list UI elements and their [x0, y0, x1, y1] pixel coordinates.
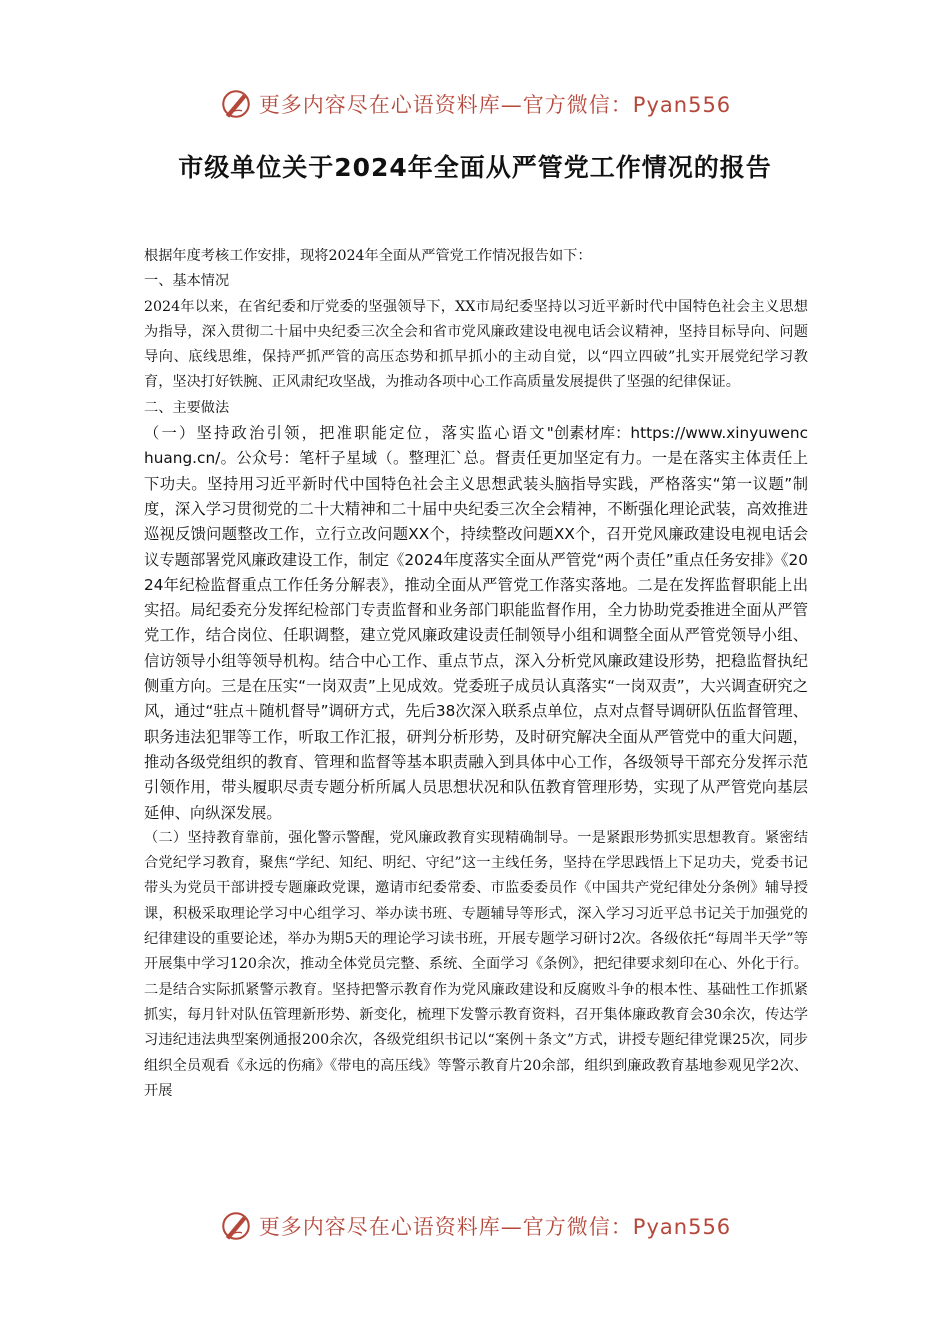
footer-banner [0, 1206, 950, 1246]
section2-heading: 二、主要做法 [144, 399, 230, 416]
pen-logo-icon [219, 87, 253, 121]
document-body [144, 244, 808, 1104]
banner-text: 更多内容尽在心语资料库—官方微信：Pyan556 [258, 93, 732, 117]
banner-text: 更多内容尽在心语资料库—官方微信：Pyan556 [258, 1215, 732, 1239]
item2-paragraph: （二）坚持教育靠前，强化警示警醒，党风廉政教育实现精确制导。一是紧跟形势抓实思想教育。紧密结合党纪学习教育，聚焦“学纪、知纪、明纪、守纪”这一主线任务，坚持在学思践悟上下足功夫，党委书记带头为党员干部讲授专题廉政党课，邀请市纪委常委、市监委委员作《中国共产党纪律处分条例》辅导授课，积极采取理论学习中心组学习、举办读书班、专题辅导等形式，深入学习习近平总书记关于加强党的纪律建设的重要论述，举办为期5天的理论学习读书班，开展专题学习研讨2次。各级依托“每周半天学”等开展集中学习120余次，推动全体党员完整、系统、全面学习《条例》，把纪律要求刻印在心、外化于行。二是结合实际抓紧警示教育。坚持把警示教育作为党风廉政建设和反腐败斗争的根本性、基础性工作抓紧抓实，每月针对队伍管理新形势、新变化，梳理下发警示教育资料，召开集体廉政教育会30余次，传达学习违纪违法典型案例通报200余次，各级党组织书记以“案例＋条文”方式，讲授专题纪律党课25次，同步组织全员观看《永远的伤痛》《带电的高压线》等警示教育片20余部，组织到廉政教育基地参观见学2次、开展 [144, 829, 808, 1099]
pen-logo-icon [219, 1209, 253, 1243]
section1-heading: 一、基本情况 [144, 273, 230, 290]
header-banner [0, 84, 950, 124]
item1-body: "创素材库：https://www.xinyuwenchuang.cn/。公众号：笔杆子星域（。整理汇`总。督责任更加坚定有力。一是在落实主体责任上下功夫。坚持用习近平新时代中国特色社会主义思想武装头脑指导实践，严格落实“第一议题”制度，深入学习贯彻党的二十大精神和二十届中央纪委三次全会精神，不断强化理论武装，高效推进巡视反馈问题整改工作，立行立改问题XX个，持续整改问题XX个，召开党风廉政建设电视电话会议专题部署党风廉政建设工作，制定《2024年度落实全面从严管党“两个责任”重点任务安排》《2024年纪检监督重点工作任务分解表》，推动全面从严管党工作落实落地。二是在发挥监督职能上出实招。局纪委充分发挥纪检部门专责监督和业务部门职能监督作用，全力协助党委推进全面从严管党工作，结合岗位、任职调整，建立党风廉政建设责任制领导小组和调整全面从严管党领导小组、信访领导小组等领导机构。结合中心工作、重点节点，深入分析党风廉政建设形势，把稳监督执纪侧重方向。三是在压实“一岗双责”上见成效。党委班子成员认真落实“一岗双责”，大兴调查研究之风，通过“驻点＋随机督导”调研方式，先后38次深入联系点单位，点对点督导调研队伍监督管理、职务违法犯罪等工作，听取工作汇报，研判分析形势，及时研究解决全面从严管党中的重大问题，推动各级党组织的教育、管理和监督等基本职责融入到具体中心工作，各级领导干部充分发挥示范引领作用，带头履职尽责专题分析所属人员思想状况和队伍教育管理形势，实现了从严管党向基层延伸、向纵深发展。 [144, 424, 808, 822]
page-title: 市级单位关于2024年全面从严管党工作情况的报告 [178, 153, 772, 182]
section1-paragraph: 2024年以来，在省纪委和厅党委的坚强领导下，XX市局纪委坚持以习近平新时代中国特色社会主义思想为指导，深入贯彻二十届中央纪委三次全会和省市党风廉政建设电视电话会议精神，坚持目标导向、问题导向、底线思维，保持严抓严管的高压态势和抓早抓小的主动自觉，以“四立四破”扎实开展党纪学习教育，坚决打好铁腕、正风肃纪攻坚战，为推动各项中心工作高质量发展提供了坚强的纪律保证。 [144, 298, 808, 391]
item1-paragraph [144, 421, 808, 826]
item1-lead: （一）坚持政治引领，把准职能定位，落实监心语文 [144, 424, 547, 443]
intro-paragraph: 根据年度考核工作安排，现将2024年全面从严管党工作情况报告如下： [144, 248, 592, 264]
